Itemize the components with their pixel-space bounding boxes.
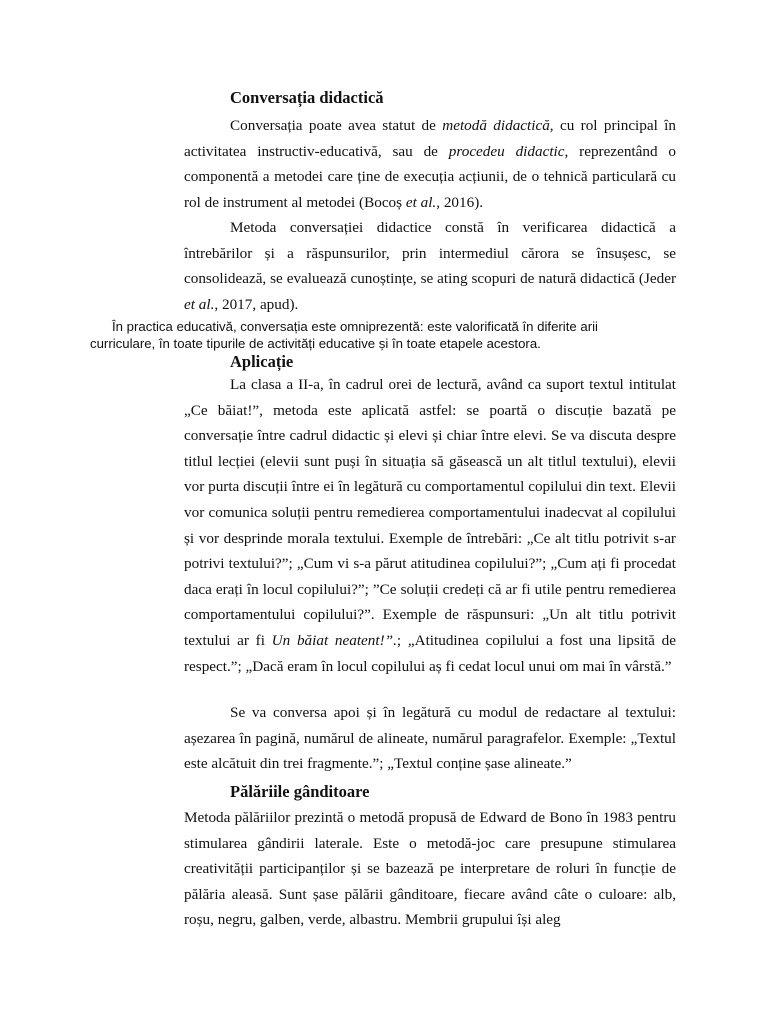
section-title-aplicatie: Aplicație	[230, 352, 294, 371]
paragraph-palariile: Metoda pălăriilor prezintă o metodă propusă de Edward de Bono în 1983 pentru stimularea gândirii laterale. Este o metodă-joc care presupune stimularea creativității participanților și se bazează pe interpretare de roluri în funcție de pălăria aleasă. Sunt șase pălării gânditoare, fiecare având câte o culoare: alb, roșu, negru, galben, verde, albastru. Membrii grupului își aleg	[184, 809, 676, 929]
paragraph-metoda-conversatiei: Metoda conversației didactice constă în verificarea didactică a întrebărilor și a răspunsurilor, prin intermediul cărora se însușesc, se consolidează, se evaluează cunoștințe, se ating scopuri de natură didactică (Jeder et al., 2017, apud).	[184, 219, 676, 313]
paragraph-aplicatie: La clasa a II-a, în cadrul orei de lectură, având ca suport textul intitulat „Ce băiat!”, metoda este aplicată astfel: se poartă o discuție bazată pe conversație între cadrul didactic și elevi și chiar între elevi. Se va discuta despre titlul lecției (elevii sunt puși în situația să găsească un alt titlul textului), elevii vor purta discuții între ei în legătură cu comportamentul copilului din text. Elevii vor comunica soluții pentru remedierea comportamentului inadecvat al copilului și vor desprinde morala textului. Exemple de întrebări: „Ce alt titlu potrivit s-ar potrivi textului?”; „Cum vi s-a părut atitudinea copilului?”; „Cum ați fi procedat daca erați în locul copilului?”; ”Ce soluții credeți că ar fi utile pentru remedierea comportamentului copilului?”. Exemple de răspunsuri: „Un alt titlu potrivit textului ar fi Un băiat neatent!”.; „Atitudinea copilului a fost una lipsită de respect.”; „Dacă eram în locul copilului aș fi cedat locul unui om mai în vârstă.”	[184, 376, 676, 675]
paragraph-redactare: Se va conversa apoi și în legătură cu modul de redactare al textului: așezarea în pagină, numărul de alineate, numărul paragrafelor. Exemple: „Textul este alcătuit din trei fragmente.”; „Textul conține șase alineate.”	[184, 704, 676, 773]
section-title-conversatia: Conversația didactică	[230, 88, 384, 107]
note-practica-educativa: În practica educativă, conversația este omniprezentă: este valorificată în diferite arii curriculare, în toate tipurile de activități educative și în toate etapele acestora.	[90, 319, 598, 351]
paragraph-conversatia-statut: Conversația poate avea statut de metodă didactică, cu rol principal în activitatea instructiv-educativă, sau de procedeu didactic, reprezentând o componentă a metodei care ține de execuția acțiunii, de o tehnică particulară cu rol de instrument al metodei (Bocoș et al., 2016).	[184, 117, 676, 211]
section-title-palariile: Pălăriile gânditoare	[230, 782, 370, 801]
